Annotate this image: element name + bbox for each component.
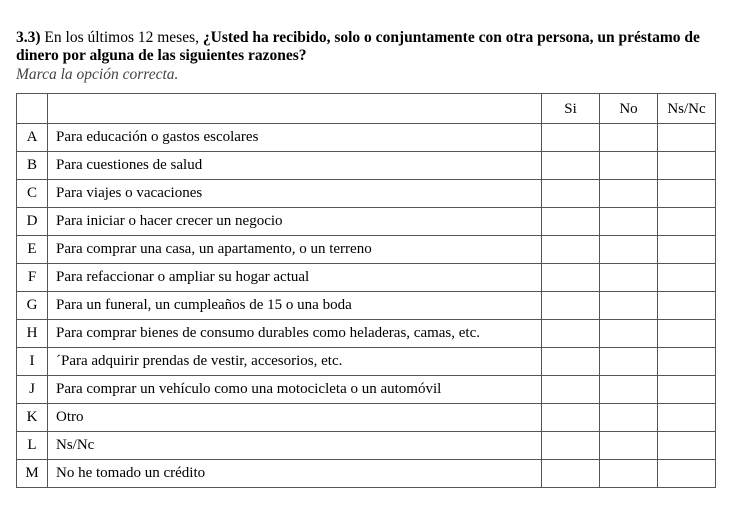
answer-cell-no[interactable] [600,208,658,236]
answer-cell-no[interactable] [600,404,658,432]
answer-cell-si[interactable] [542,320,600,348]
answer-cell-no[interactable] [600,180,658,208]
header-letter-cell [17,94,48,124]
table-row [17,208,716,236]
survey-table [16,93,716,488]
answer-cell-nsnc[interactable] [658,432,716,460]
answer-cell-no[interactable] [600,376,658,404]
row-letter: G [17,292,48,320]
header-row [17,94,716,124]
answer-cell-nsnc[interactable] [658,292,716,320]
answer-cell-no[interactable] [600,348,658,376]
question-intro: En los últimos 12 meses, [40,29,203,46]
answer-cell-no[interactable] [600,320,658,348]
answer-cell-no[interactable] [600,292,658,320]
answer-cell-nsnc[interactable] [658,152,716,180]
answer-cell-nsnc[interactable] [658,320,716,348]
row-letter: H [17,320,48,348]
row-text: ´Para adquirir prendas de vestir, accesorios, etc. [48,348,542,376]
table-row [17,124,716,152]
table-row [17,432,716,460]
row-text: Para comprar bienes de consumo durables como heladeras, camas, etc. [48,320,542,348]
table-row [17,376,716,404]
answer-cell-nsnc[interactable] [658,236,716,264]
answer-cell-nsnc[interactable] [658,460,716,488]
row-text: Para refaccionar o ampliar su hogar actual [48,264,542,292]
answer-cell-si[interactable] [542,124,600,152]
table-row [17,348,716,376]
header-option-nsnc: Ns/Nc [658,94,716,124]
row-text: Para iniciar o hacer crecer un negocio [48,208,542,236]
row-letter: E [17,236,48,264]
answer-cell-si[interactable] [542,460,600,488]
answer-cell-no[interactable] [600,460,658,488]
header-option-no: No [600,94,658,124]
answer-cell-si[interactable] [542,152,600,180]
survey-body [17,124,716,488]
answer-cell-nsnc[interactable] [658,348,716,376]
row-text: Para un funeral, un cumpleaños de 15 o una boda [48,292,542,320]
answer-cell-si[interactable] [542,348,600,376]
row-letter: J [17,376,48,404]
answer-cell-si[interactable] [542,180,600,208]
answer-cell-no[interactable] [600,236,658,264]
answer-cell-no[interactable] [600,264,658,292]
header-option-si: Si [542,94,600,124]
row-letter: K [17,404,48,432]
row-text: No he tomado un crédito [48,460,542,488]
table-row [17,404,716,432]
table-row [17,152,716,180]
answer-cell-si[interactable] [542,432,600,460]
table-row [17,180,716,208]
table-row [17,264,716,292]
row-text: Para viajes o vacaciones [48,180,542,208]
row-letter: I [17,348,48,376]
row-letter: C [17,180,48,208]
row-letter: B [17,152,48,180]
answer-cell-si[interactable] [542,376,600,404]
answer-cell-no[interactable] [600,152,658,180]
table-row [17,320,716,348]
answer-cell-nsnc[interactable] [658,208,716,236]
answer-cell-nsnc[interactable] [658,404,716,432]
table-row [17,460,716,488]
row-letter: L [17,432,48,460]
row-letter: D [17,208,48,236]
row-text: Para educación o gastos escolares [48,124,542,152]
answer-cell-si[interactable] [542,236,600,264]
table-row [17,236,716,264]
answer-cell-nsnc[interactable] [658,180,716,208]
answer-cell-si[interactable] [542,264,600,292]
answer-cell-nsnc[interactable] [658,264,716,292]
answer-cell-no[interactable] [600,432,658,460]
answer-cell-si[interactable] [542,292,600,320]
question-number: 3.3) [16,29,41,46]
instruction-text: Marca la opción correcta. [16,66,179,83]
answer-cell-nsnc[interactable] [658,376,716,404]
question-bold-text: ¿Usted ha recibido, solo o conjuntamente con otra persona, un préstamo de dinero por alguna de las siguientes razones? [16,29,700,64]
header-text-cell [48,94,542,124]
question-text [16,29,716,65]
row-text: Para comprar un vehículo como una motocicleta o un automóvil [48,376,542,404]
row-letter: F [17,264,48,292]
row-text: Ns/Nc [48,432,542,460]
row-letter: M [17,460,48,488]
answer-cell-nsnc[interactable] [658,124,716,152]
row-text: Otro [48,404,542,432]
answer-cell-no[interactable] [600,124,658,152]
answer-cell-si[interactable] [542,404,600,432]
answer-cell-si[interactable] [542,208,600,236]
row-text: Para cuestiones de salud [48,152,542,180]
row-text: Para comprar una casa, un apartamento, o un terreno [48,236,542,264]
table-row [17,292,716,320]
row-letter: A [17,124,48,152]
